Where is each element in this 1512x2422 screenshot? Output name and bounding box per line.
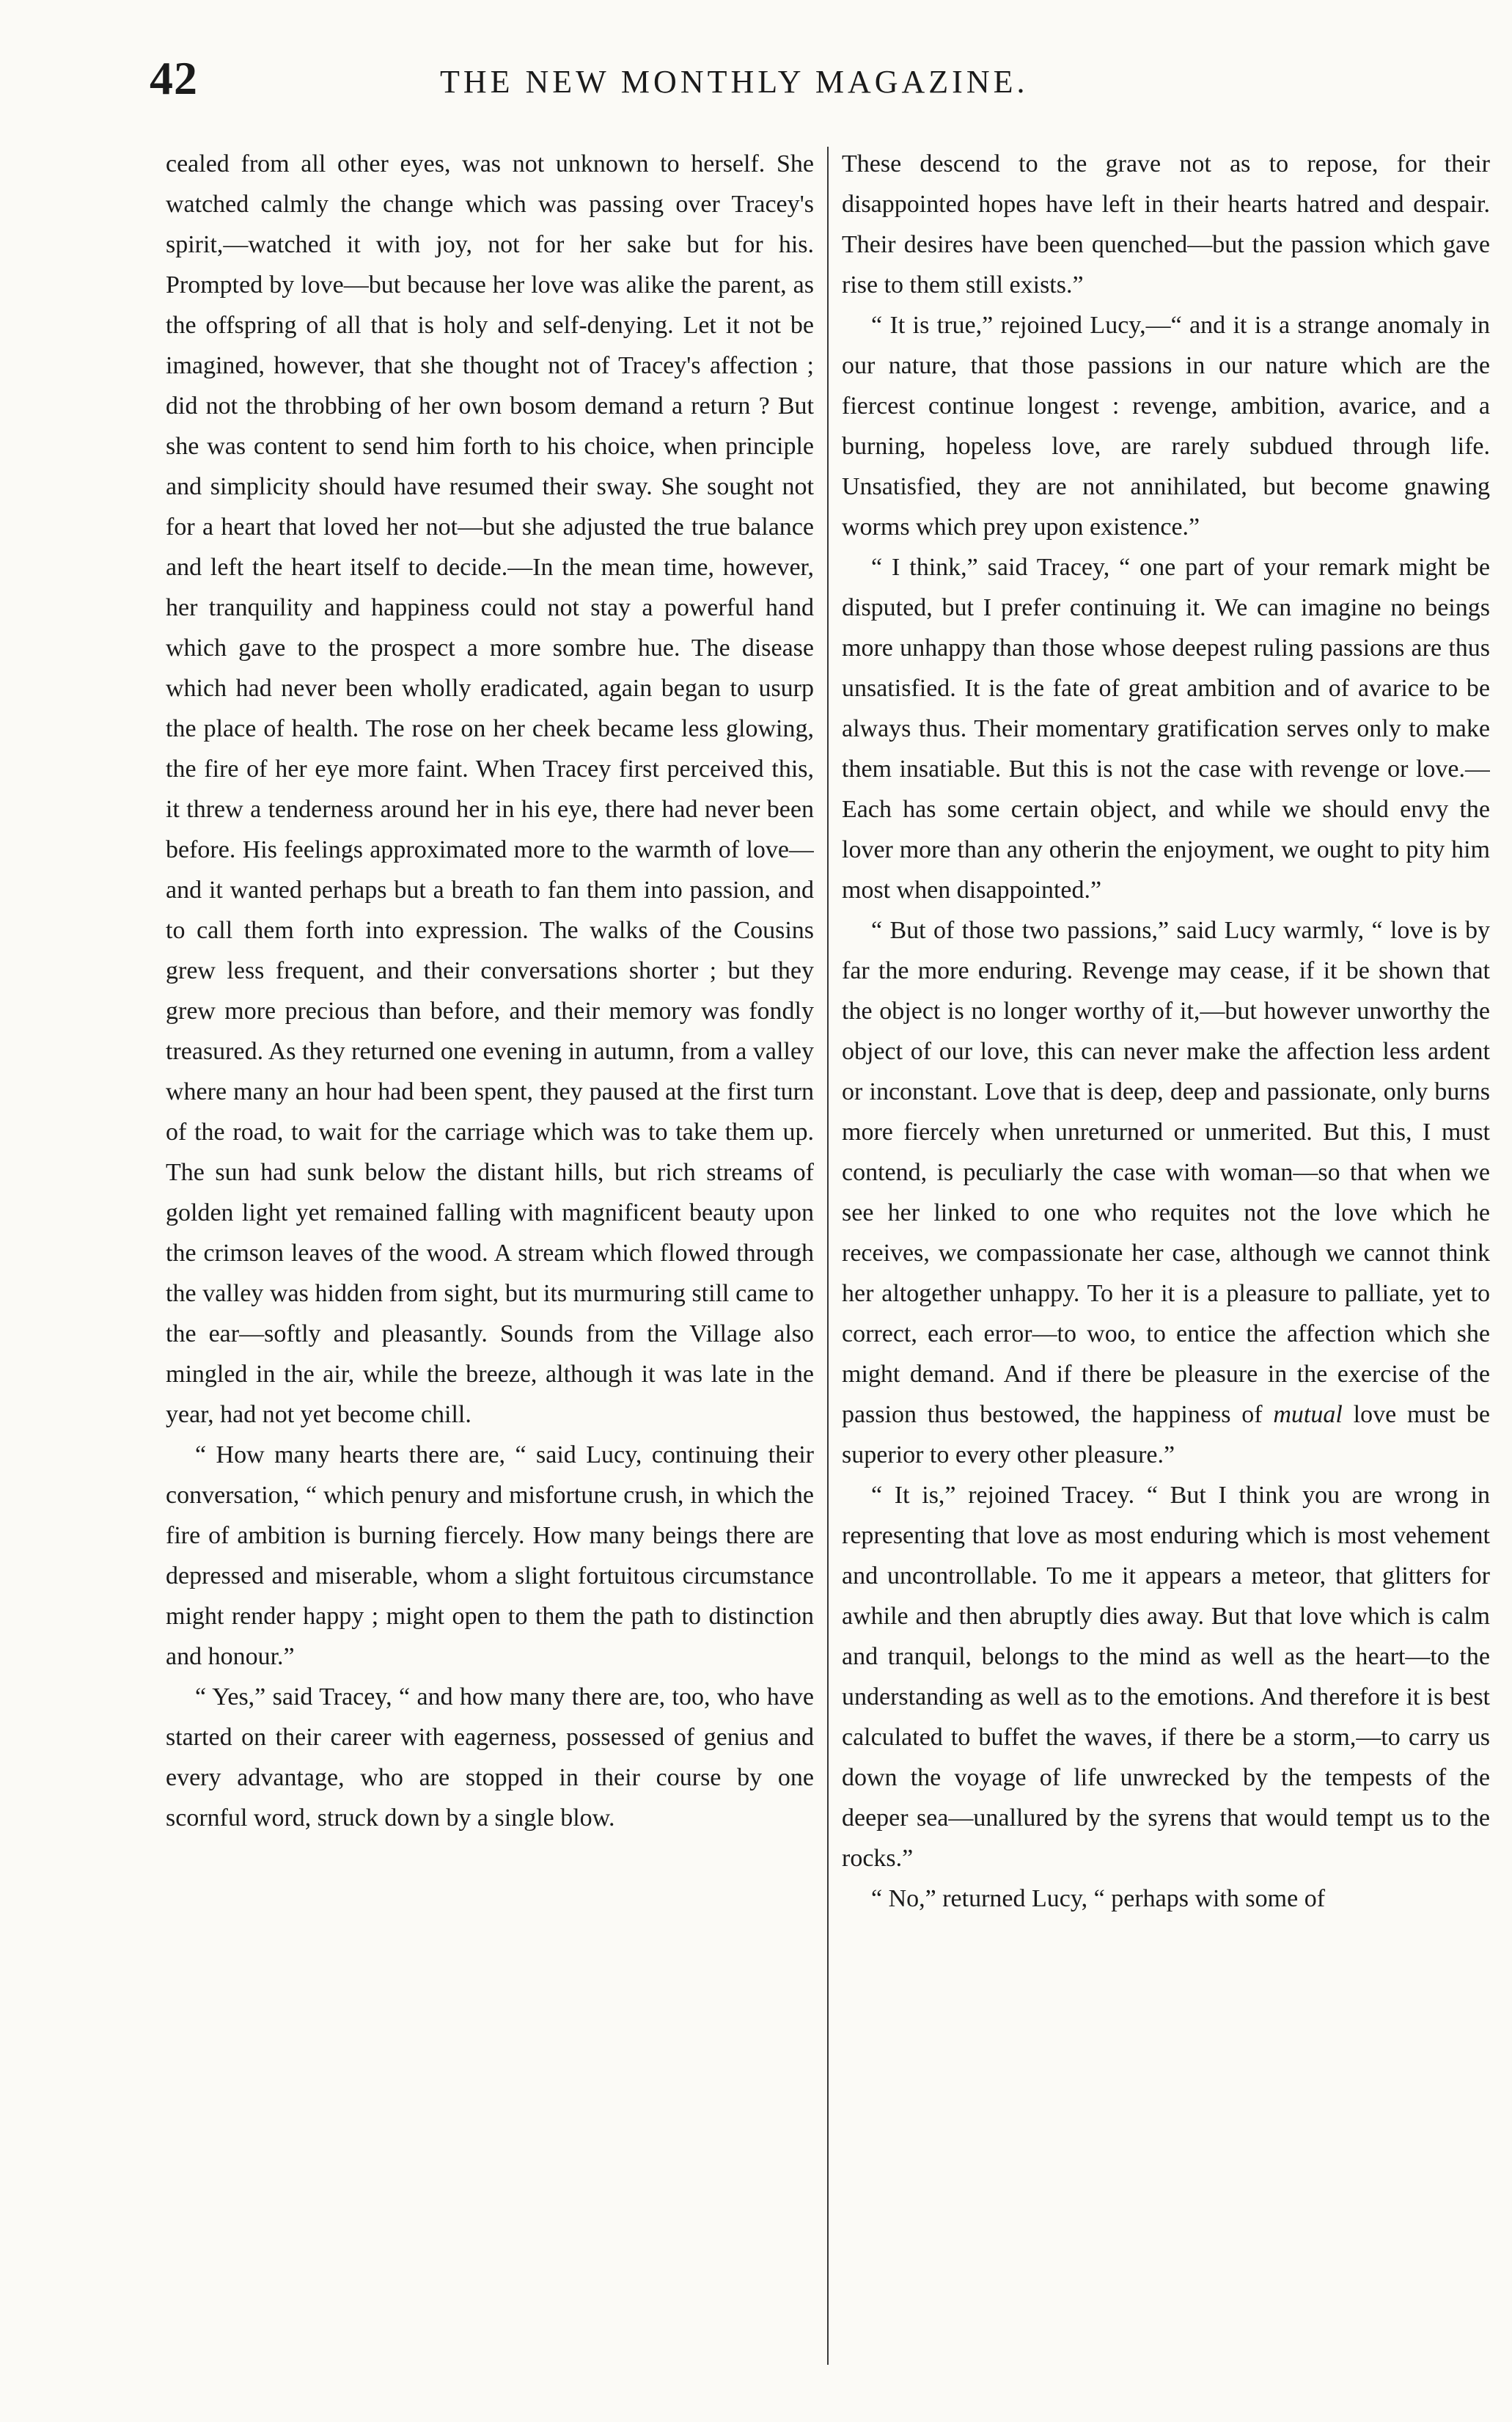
column-divider (827, 147, 829, 2365)
running-title: THE NEW MONTHLY MAGAZINE. (440, 64, 1029, 100)
paragraph-text: love must be superior to every other pleasure.” (842, 1401, 1490, 1468)
paragraph: “ I think,” said Tracey, “ one part of your remark might be disputed, but I prefer continuing it. We can imagine no beings more unhappy than those whose deepest ruling passions are thus unsatisfied. It is the fate of great ambition and of avarice to be always thus. Their momentary gratification serves only to make them insatiable. But this is not the case with revenge or love.—Each has some certain object, and while we should envy the lover more than any otherin the enjoyment, we ought to pity him most when disappointed.” (842, 554, 1490, 904)
paragraph: “ How many hearts there are, “ said Lucy, continuing their conversation, “ which penury and misfortune crush, in which the fire of ambition is burning fiercely. How many beings there are depressed and miserable, whom a slight fortuitous circumstance might render happy ; might open to them the path to distinction and honour.” (166, 1441, 814, 1670)
right-column (842, 144, 1490, 2366)
paragraph: “ It is true,” rejoined Lucy,—“ and it is a strange anomaly in our nature, that those passions in our nature which are the fiercest continue longest : revenge, ambition, avarice, and a burning, hopeless love, are rarely subdued through life. Unsatisfied, they are not annihilated, but become gnawing worms which prey upon existence.” (842, 312, 1490, 541)
paragraph-text: “ But of those two passions,” said Lucy warmly, “ love is by far the more enduring. Revenge may cease, if it be shown that the object is no longer worthy of it,—but however unworthy the object of our love, this can never make the affection less ardent or inconstant. Love that is deep, deep and passionate, only burns more fiercely when unreturned or unmerited. But this, I must contend, is peculiarly the case with woman—so that when we see her linked to one who requites not the love which he receives, we compassionate her case, although we cannot think her altogether unhappy. To her it is a pleasure to palliate, yet to correct, each error—to woo, to entice the affection which she might demand. And if there be pleasure in the exercise of the passion thus bestowed, the happiness of (842, 917, 1490, 1428)
paragraph: “ Yes,” said Tracey, “ and how many there are, too, who have started on their career with eagerness, possessed of genius and every advantage, who are stopped in their course by one scornful word, struck down by a single blow. (166, 1683, 814, 1832)
paragraph (842, 910, 1490, 1475)
paragraph: “ It is,” rejoined Tracey. “ But I think you are wrong in representing that love as most enduring which is most vehement and uncontrollable. To me it appears a meteor, that glitters for awhile and then abruptly dies away. But that love which is calm and tranquil, belongs to the mind as well as the heart—to the understanding as well as to the emotions. And therefore it is best calculated to buffet the waves, if there be a storm,—to carry us down the voyage of life unwrecked by the tempests of the deeper sea—unallured by the syrens that would tempt us to the rocks.” (842, 1482, 1490, 1872)
paragraph: “ No,” returned Lucy, “ perhaps with some of (871, 1885, 1326, 1912)
italic-word: mutual (1273, 1401, 1343, 1428)
page-number: 42 (150, 52, 198, 104)
paragraph: cealed from all other eyes, was not unknown to herself. She watched calmly the change which was passing over Tracey's spirit,—watched it with joy, not for her sake but for his. Prompted by love—but because her love was alike the parent, as the offspring of all that is holy and self-denying. Let it not be imagined, however, that she thought not of Tracey's affection ; did not the throbbing of her own bosom demand a return ? But she was content to send him forth to his choice, when principle and simplicity should have resumed their sway. She sought not for a heart that loved her not—but she adjusted the true balance and left the heart itself to decide.—In the mean time, however, her tranquility and happiness could not stay a powerful hand which gave to the prospect a more sombre hue. The disease which had never been wholly eradicated, again began to usurp the place of health. The rose on her cheek became less glowing, the fire of her eye more faint. When Tracey first perceived this, it threw a tenderness around her in his eye, there had never been before. His feelings approximated more to the warmth of love—and it wanted perhaps but a breath to fan them into passion, and to call them forth into expression. The walks of the Cousins grew less frequent, and their conversations shorter ; but they grew more precious than before, and their memory was fondly treasured. As they returned one evening in autumn, from a valley where many an hour had been spent, they paused at the first turn of the road, to wait for the carriage which was to take them up. The sun had sunk below the distant hills, but rich streams of golden light yet remained falling with magnificent beauty upon the crimson leaves of the wood. A stream which flowed through the valley was hidden from sight, but its murmuring still came to the ear—softly and pleasantly. Sounds from the Village also mingled in the air, while the breeze, although it was late in the year, had not yet become chill. (166, 150, 814, 1428)
paragraph: These descend to the grave not as to repose, for their disappointed hopes have left in their hearts hatred and despair. Their desires have been quenched—but the passion which gave rise to them still exists.” (842, 150, 1490, 299)
left-column (166, 144, 814, 2366)
